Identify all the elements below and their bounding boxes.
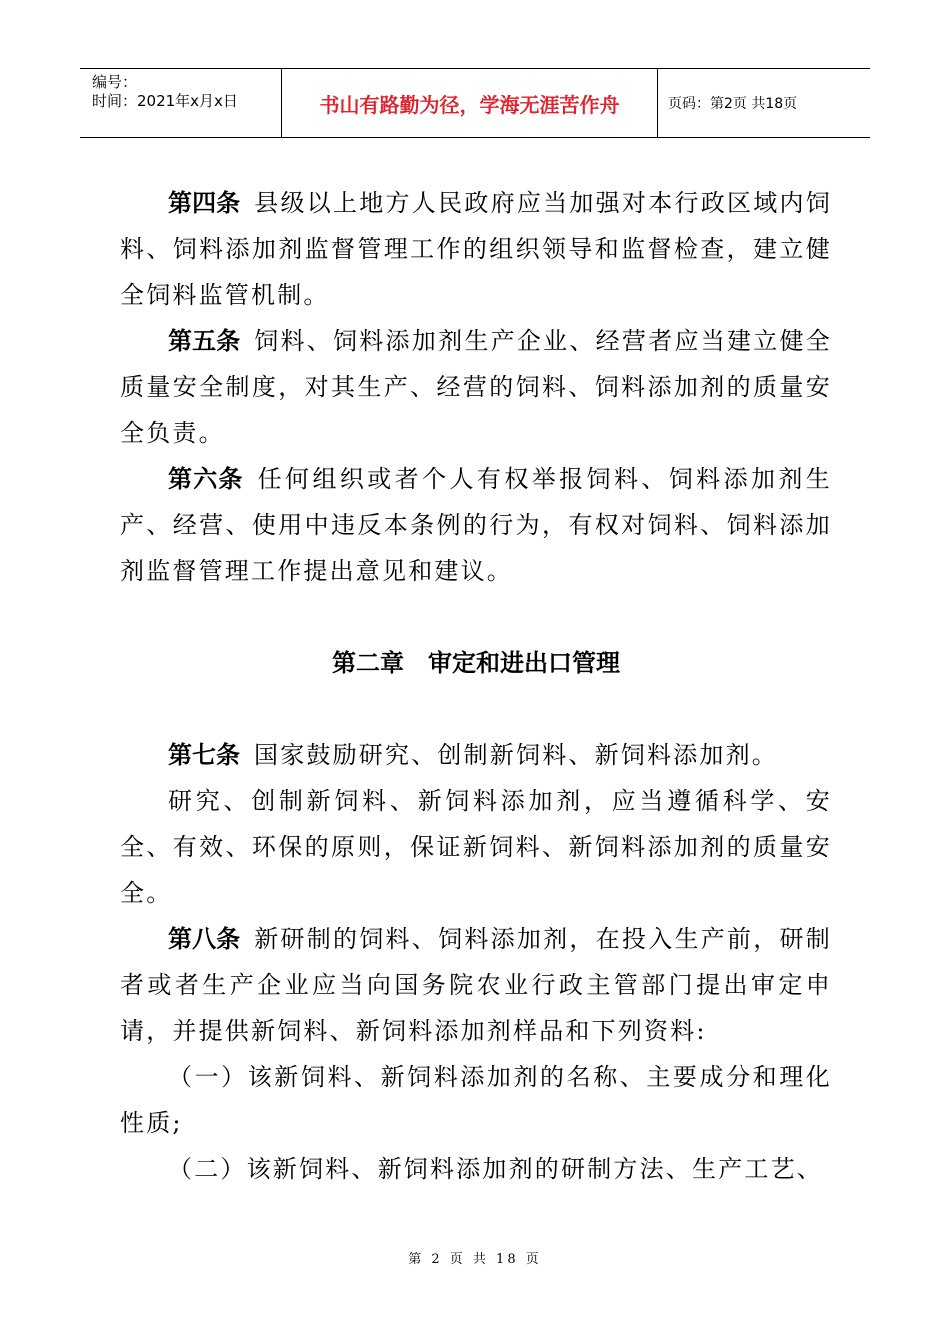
document-number-label: 编号：: [92, 73, 138, 91]
header-left-cell: [80, 69, 281, 137]
header-motto: 书山有路勤为径，学海无涯苦作舟: [281, 69, 658, 137]
chapter-heading: [120, 640, 832, 686]
article-5: [120, 318, 832, 456]
article-8-item-2: （二）该新饲料、新饲料添加剂的研制方法、生产工艺、: [168, 1155, 823, 1183]
chapter-title: 审定和进出口管理: [428, 649, 620, 677]
article-7: [120, 732, 832, 778]
article-text: 国家鼓励研究、创制新饲料、新饲料添加剂。: [254, 741, 778, 769]
chapter-number: 第二章: [332, 649, 404, 677]
document-date: 时间：2021年x月x日: [92, 92, 238, 110]
article-label: 第七条: [168, 741, 240, 769]
article-4: [120, 180, 832, 318]
document-body: [120, 180, 832, 1192]
header-table: [80, 68, 870, 138]
article-text: 任何组织或者个人有权举报饲料、饲料添加剂生产、经营、使用中违反本条例的行为，有权对饲料、饲料添加剂监督管理工作提出意见和建议。: [120, 465, 833, 585]
article-8: [120, 916, 832, 1054]
article-6: [120, 456, 832, 594]
article-label: 第五条: [168, 327, 241, 355]
article-text: 县级以上地方人民政府应当加强对本行政区域内饲料、饲料添加剂监督管理工作的组织领导和监督检查，建立健全饲料监管机制。: [120, 189, 832, 309]
article-label: 第八条: [168, 925, 241, 953]
article-text: 新研制的饲料、饲料添加剂，在投入生产前，研制者或者生产企业应当向国务院农业行政主管部门提出审定申请，并提供新饲料、新饲料添加剂样品和下列资料:: [120, 925, 832, 1045]
article-7-paragraph-2: 研究、创制新饲料、新饲料添加剂，应当遵循科学、安全、有效、环保的原则，保证新饲料、新饲料添加剂的质量安全。: [120, 787, 832, 907]
page-footer: 第 2 页 共 18 页: [408, 1252, 542, 1267]
article-label: 第四条: [168, 189, 241, 217]
article-label: 第六条: [168, 465, 244, 493]
article-8-item-1: （一）该新饲料、新饲料添加剂的名称、主要成分和理化性质;: [120, 1063, 832, 1137]
article-text: 饲料、饲料添加剂生产企业、经营者应当建立健全质量安全制度，对其生产、经营的饲料、饲料添加剂的质量安全负责。: [120, 327, 832, 447]
header-page-info: 页码：第2页 共18页: [668, 96, 798, 112]
